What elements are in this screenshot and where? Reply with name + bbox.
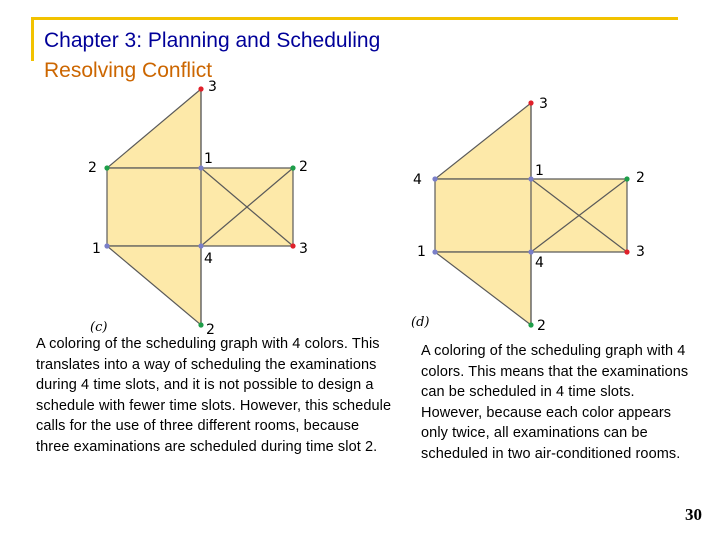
graph-d-caption: (d) xyxy=(411,315,430,330)
graph-d-label-center-lower: 4 xyxy=(535,255,544,271)
graph-d-label-top: 3 xyxy=(539,96,548,112)
graph-d-vertex-top xyxy=(528,100,533,105)
graph-c-vertex-center-lower xyxy=(198,243,203,248)
graph-c-top-triangle xyxy=(107,89,201,168)
slide-title: Chapter 3: Planning and Scheduling xyxy=(44,29,381,52)
graph-d-vertex-center-upper xyxy=(528,176,533,181)
graph-d-vertex-left-lower xyxy=(432,249,437,254)
graph-c xyxy=(80,78,330,340)
graph-c-caption: (c) xyxy=(90,320,108,335)
graph-c-label-center-upper: 1 xyxy=(204,151,213,167)
graph-d-vertex-right-lower xyxy=(624,249,629,254)
graph-c-vertex-left-upper xyxy=(104,165,109,170)
graph-d-label-right-upper: 2 xyxy=(636,170,645,186)
graph-d-description: A coloring of the scheduling graph with 4 colors. This means that the examinations can be scheduled in 4 time slots. However, because each color appears only twice, all examinations can be scheduled in two air-conditioned rooms. xyxy=(421,343,689,462)
page-number: 30 xyxy=(685,505,702,524)
graph-c-vertex-center-upper xyxy=(198,165,203,170)
graph-d-vertex-center-lower xyxy=(528,249,533,254)
frame-top-rule xyxy=(31,17,678,20)
graph-c-label-right-upper: 2 xyxy=(299,159,308,175)
graph-d-label-bottom: 2 xyxy=(537,318,546,334)
graph-c-description: A coloring of the scheduling graph with 4 colors. This translates into a way of scheduling the examinations during 4 time slots, and it is not possible to design a schedule with fewer time slots. However, this schedule calls for the use of three different rooms, because three examinations are scheduled during time slot 2. xyxy=(36,336,392,455)
graph-d xyxy=(405,92,665,336)
graph-d-vertex-right-upper xyxy=(624,176,629,181)
slide-subtitle: Resolving Conflict xyxy=(44,59,213,82)
graph-d-label-left-upper: 4 xyxy=(413,172,422,188)
graph-c-label-center-lower: 4 xyxy=(204,251,213,267)
graph-d-bottom-triangle xyxy=(435,252,531,325)
graph-c-label-bottom: 2 xyxy=(206,322,215,338)
graph-d-vertex-left-upper xyxy=(432,176,437,181)
graph-d-vertex-bottom xyxy=(528,322,533,327)
graph-c-bottom-triangle xyxy=(107,246,201,325)
graph-d-label-center-upper: 1 xyxy=(535,163,544,179)
graph-d-label-right-lower: 3 xyxy=(636,244,645,260)
graph-c-label-left-lower: 1 xyxy=(92,241,101,257)
graph-c-vertex-left-lower xyxy=(104,243,109,248)
graph-c-square xyxy=(107,168,293,246)
graph-c-vertex-right-upper xyxy=(290,165,295,170)
graph-c-label-left-upper: 2 xyxy=(88,160,97,176)
graph-c-label-right-lower: 3 xyxy=(299,241,308,257)
graph-c-label-top: 3 xyxy=(208,79,217,95)
graph-d-label-left-lower: 1 xyxy=(417,244,426,260)
graph-c-vertex-bottom xyxy=(198,322,203,327)
graph-c-vertex-top xyxy=(198,86,203,91)
graph-d-top-triangle xyxy=(435,103,531,179)
frame-left-rule xyxy=(31,17,34,61)
graph-c-vertex-right-lower xyxy=(290,243,295,248)
